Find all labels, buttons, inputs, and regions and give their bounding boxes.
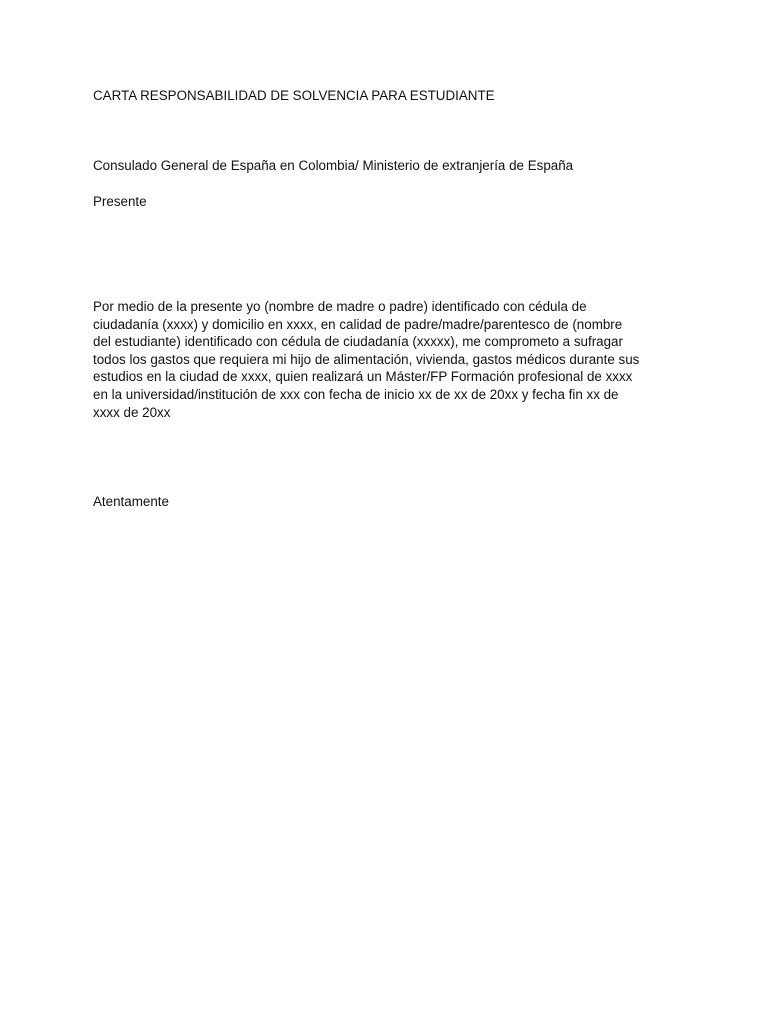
body-paragraph xyxy=(93,298,678,421)
document-title: CARTA RESPONSABILIDAD DE SOLVENCIA PARA ESTUDIANTE xyxy=(93,88,495,103)
addressee-line: Consulado General de España en Colombia/ Ministerio de extranjería de España xyxy=(93,158,574,173)
body-line: todos los gastos que requiera mi hijo de alimentación, vivienda, gastos médicos durante sus xyxy=(93,351,640,367)
closing-line: Atentamente xyxy=(93,494,169,509)
body-line: xxxx de 20xx xyxy=(93,404,171,420)
salutation-line: Presente xyxy=(93,194,147,209)
body-line: estudios en la ciudad de xxxx, quien realizará un Máster/FP Formación profesional de xxxx xyxy=(93,369,633,385)
body-line: Por medio de la presente yo (nombre de madre o padre) identificado con cédula de xyxy=(93,299,587,314)
body-line: del estudiante) identificado con cédula de ciudadanía (xxxxx), me comprometo a sufragar xyxy=(93,334,623,350)
body-line: en la universidad/institución de xxx con fecha de inicio xx de xx de 20xx y fecha fin xx de xyxy=(93,386,619,402)
body-line: ciudadanía (xxxx) y domicilio en xxxx, en calidad de padre/madre/parentesco de (nombre xyxy=(93,316,623,332)
